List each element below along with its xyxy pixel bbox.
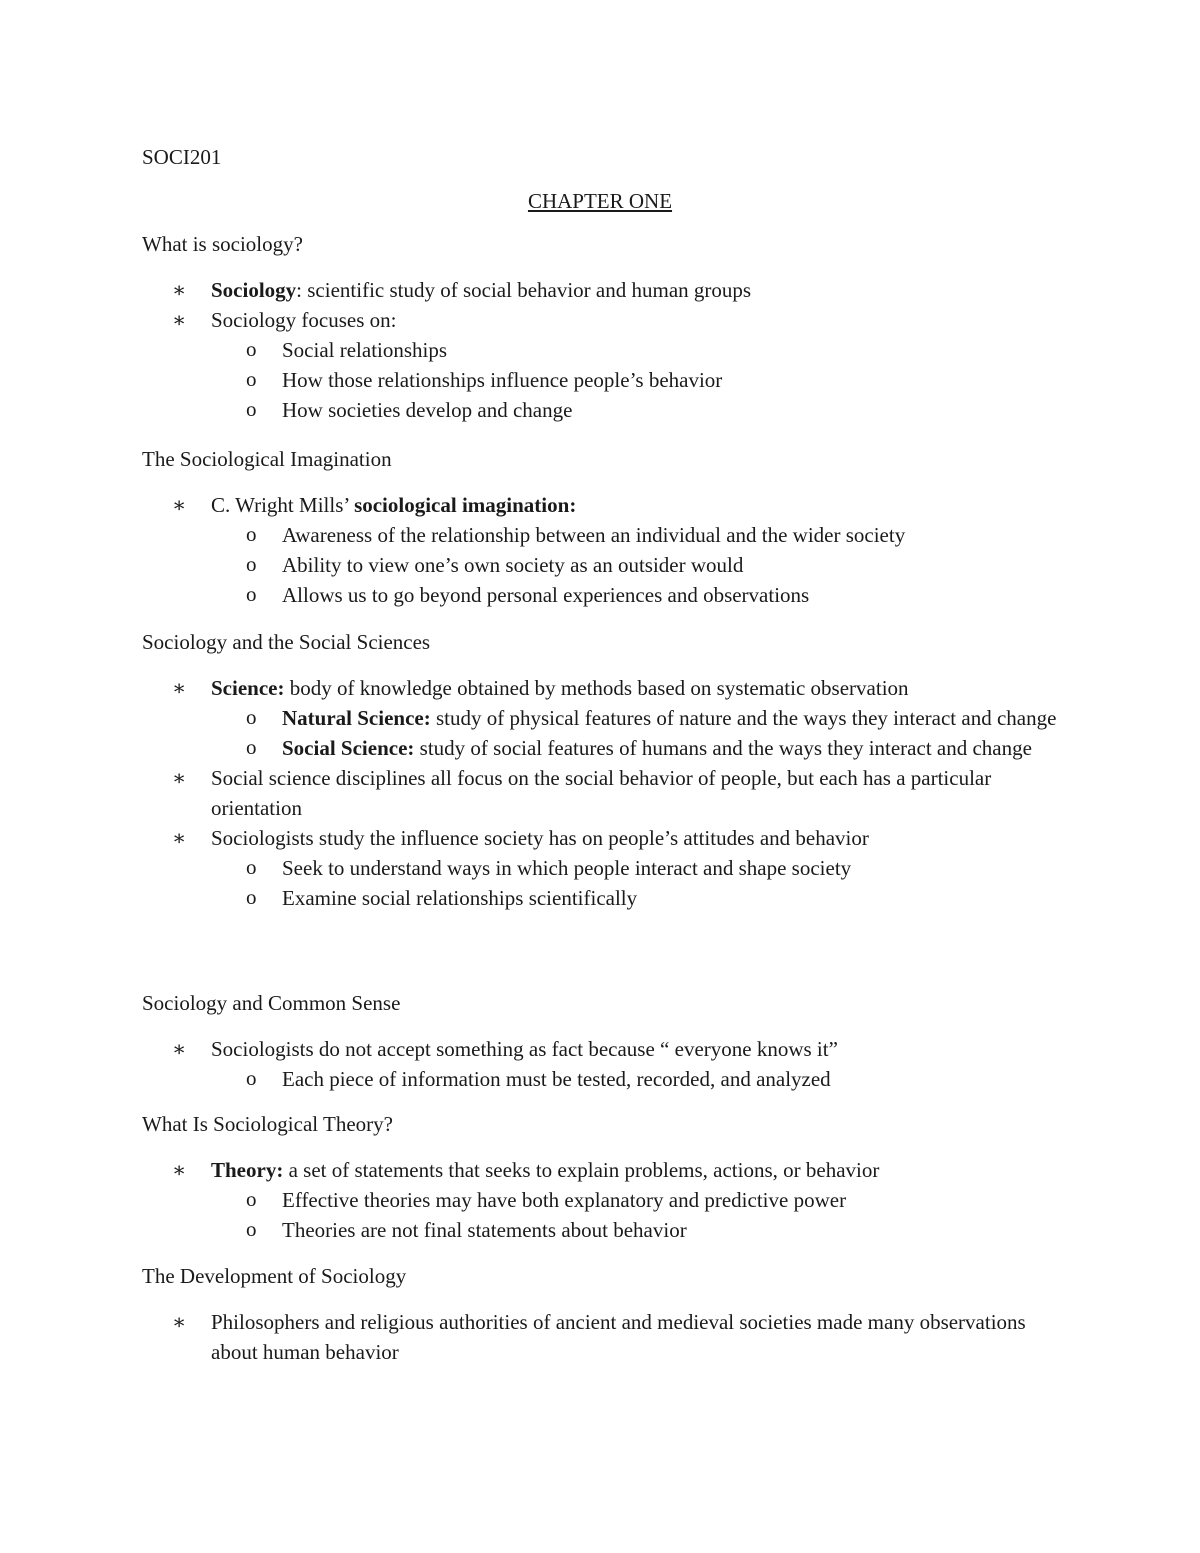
bullet-circle-icon: o (246, 1187, 257, 1211)
item-text: Sociologists study the influence society has on people’s attitudes and behavior (211, 826, 869, 850)
bullet-asterisk-icon: ∗ (172, 1158, 187, 1182)
item-text: Effective theories may have both explanatory and predictive power (282, 1188, 847, 1212)
item-term: sociological imagination: (354, 493, 577, 517)
sub-list (211, 853, 1062, 913)
bullet-asterisk-icon: ∗ (172, 826, 187, 850)
bullet-circle-icon: o (246, 367, 257, 391)
item-text: Social science disciplines all focus on the social behavior of people, but each has a particular orientation (211, 766, 992, 820)
bullet-asterisk-icon: ∗ (172, 676, 187, 700)
section (142, 444, 1062, 610)
bullet-circle-icon: o (246, 552, 257, 576)
item-text: Sociologists do not accept something as fact because “ everyone knows it” (211, 1037, 838, 1061)
item-text: Awareness of the relationship between an individual and the wider society (282, 523, 906, 547)
bullet-circle-icon: o (246, 705, 257, 729)
sub-list-item (142, 365, 1062, 395)
bullet-circle-icon: o (246, 855, 257, 879)
item-text: a set of statements that seeks to explain problems, actions, or behavior (283, 1158, 880, 1182)
section-heading: Sociology and the Social Sciences (142, 630, 431, 654)
item-text: body of knowledge obtained by methods based on systematic observation (284, 676, 909, 700)
bullet-asterisk-icon: ∗ (172, 308, 187, 332)
sub-list (211, 520, 1062, 610)
bullet-circle-icon: o (246, 885, 257, 909)
item-text: Theories are not final statements about behavior (282, 1218, 687, 1242)
section (142, 627, 1062, 913)
list-item (142, 763, 1062, 823)
item-text: Social relationships (282, 338, 448, 362)
list-item (142, 490, 1062, 610)
sub-list (211, 1185, 1062, 1245)
bullet-circle-icon: o (246, 735, 257, 759)
item-text: Philosophers and religious authorities of ancient and medieval societies made many observations about human behavior (211, 1310, 1026, 1364)
section (142, 1261, 1062, 1367)
sub-list-item (142, 520, 1062, 550)
item-text: Sociology focuses on: (211, 308, 397, 332)
section-heading: What is sociology? (142, 232, 303, 256)
list-item (142, 823, 1062, 913)
bullet-circle-icon: o (246, 397, 257, 421)
item-text: study of social features of humans and the ways they interact and change (414, 736, 1032, 760)
item-text: How societies develop and change (282, 398, 573, 422)
bullet-list (142, 1307, 1062, 1367)
list-item (142, 305, 1062, 425)
item-text: Examine social relationships scientifically (282, 886, 638, 910)
bullet-asterisk-icon: ∗ (172, 1037, 187, 1061)
bullet-circle-icon: o (246, 522, 257, 546)
item-term: Theory: (211, 1158, 284, 1182)
bullet-asterisk-icon: ∗ (172, 766, 187, 790)
list-item (142, 673, 1062, 763)
bullet-asterisk-icon: ∗ (172, 1310, 187, 1334)
item-term: Sociology (211, 278, 297, 302)
section-heading: Sociology and Common Sense (142, 991, 401, 1015)
bullet-list (142, 1155, 1062, 1245)
item-term: Natural Science: (282, 706, 431, 730)
bullet-list (142, 673, 1062, 913)
section-heading: The Sociological Imagination (142, 447, 392, 471)
sub-list-item (142, 883, 1062, 913)
item-text: How those relationships influence people’s behavior (282, 368, 723, 392)
bullet-asterisk-icon: ∗ (172, 278, 187, 302)
sub-list-item (142, 853, 1062, 883)
item-text: : scientific study of social behavior and human groups (296, 278, 752, 302)
list-item (142, 275, 1062, 305)
sub-list-item (142, 550, 1062, 580)
sub-list (211, 335, 1062, 425)
sub-list (211, 1064, 1062, 1094)
sub-list-item (142, 1064, 1062, 1094)
sub-list-item (142, 395, 1062, 425)
item-text: Allows us to go beyond personal experiences and observations (282, 583, 810, 607)
item-text: C. Wright Mills’ (211, 493, 355, 517)
bullet-circle-icon: o (246, 1066, 257, 1090)
section-heading: The Development of Sociology (142, 1264, 407, 1288)
section (142, 988, 1062, 1094)
sub-list-item (142, 703, 1062, 733)
course-code: SOCI201 (142, 145, 222, 169)
sub-list-item (142, 733, 1062, 763)
section (142, 1109, 1062, 1245)
item-term: Science: (211, 676, 285, 700)
item-text: Each piece of information must be tested, recorded, and analyzed (282, 1067, 831, 1091)
sub-list-item (142, 580, 1062, 610)
bullet-list (142, 1034, 1062, 1094)
bullet-circle-icon: o (246, 582, 257, 606)
list-item (142, 1307, 1062, 1367)
list-item (142, 1155, 1062, 1245)
bullet-circle-icon: o (246, 337, 257, 361)
sub-list-item (142, 335, 1062, 365)
item-text: study of physical features of nature and the ways they interact and change (430, 706, 1057, 730)
sub-list-item (142, 1215, 1062, 1245)
item-text: Seek to understand ways in which people interact and shape society (282, 856, 852, 880)
chapter-title: CHAPTER ONE (527, 189, 673, 213)
sub-list-item (142, 1185, 1062, 1215)
section-heading: What Is Sociological Theory? (142, 1112, 393, 1136)
bullet-circle-icon: o (246, 1217, 257, 1241)
sub-list (211, 703, 1062, 763)
bullet-list (142, 490, 1062, 610)
bullet-asterisk-icon: ∗ (172, 493, 187, 517)
list-item (142, 1034, 1062, 1094)
section (142, 229, 1062, 425)
item-text: Ability to view one’s own society as an outsider would (282, 553, 744, 577)
item-term: Social Science: (282, 736, 415, 760)
bullet-list (142, 275, 1062, 425)
